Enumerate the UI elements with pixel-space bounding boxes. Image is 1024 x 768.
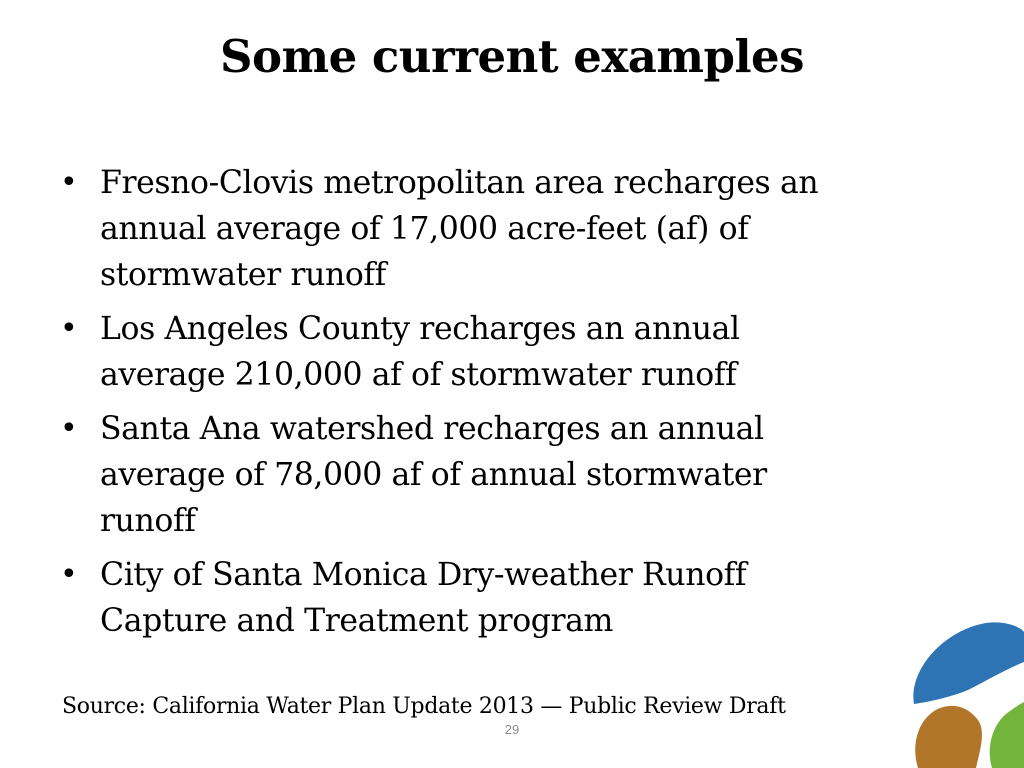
bullet-list xyxy=(56,160,956,652)
page-number: 29 xyxy=(504,722,520,737)
brown-drop-shape xyxy=(915,706,982,768)
bullet-line: Los Angeles County recharges an annual xyxy=(100,311,740,347)
bullet-line: Fresno-Clovis metropolitan area recharges an xyxy=(100,165,819,201)
bullet-line: runoff xyxy=(100,503,196,539)
bullet-line: Santa Ana watershed recharges an annual xyxy=(100,411,764,447)
green-drop-shape xyxy=(990,702,1024,768)
water-drops-logo-icon xyxy=(906,618,1024,768)
blue-drop-shape xyxy=(913,622,1024,704)
bullet-line: Capture and Treatment program xyxy=(100,603,614,639)
bullet-item xyxy=(56,306,956,398)
bullet-line: City of Santa Monica Dry-weather Runoff xyxy=(100,557,747,593)
bullet-dot: • xyxy=(60,411,78,446)
bullet-item xyxy=(56,160,956,298)
bullet-dot: • xyxy=(60,557,78,592)
bullet-item xyxy=(56,552,956,644)
bullet-line: annual average of 17,000 acre-feet (af) of xyxy=(100,211,749,247)
source-citation: Source: California Water Plan Update 2013 — Public Review Draft xyxy=(62,694,786,719)
slide-title: Some current examples xyxy=(219,30,804,83)
bullet-line: stormwater runoff xyxy=(100,257,386,293)
bullet-dot: • xyxy=(60,165,78,200)
bullet-line: average of 78,000 af of annual stormwater xyxy=(100,457,767,493)
bullet-item xyxy=(56,406,956,544)
bullet-line: average 210,000 af of stormwater runoff xyxy=(100,357,737,393)
bullet-dot: • xyxy=(60,311,78,346)
